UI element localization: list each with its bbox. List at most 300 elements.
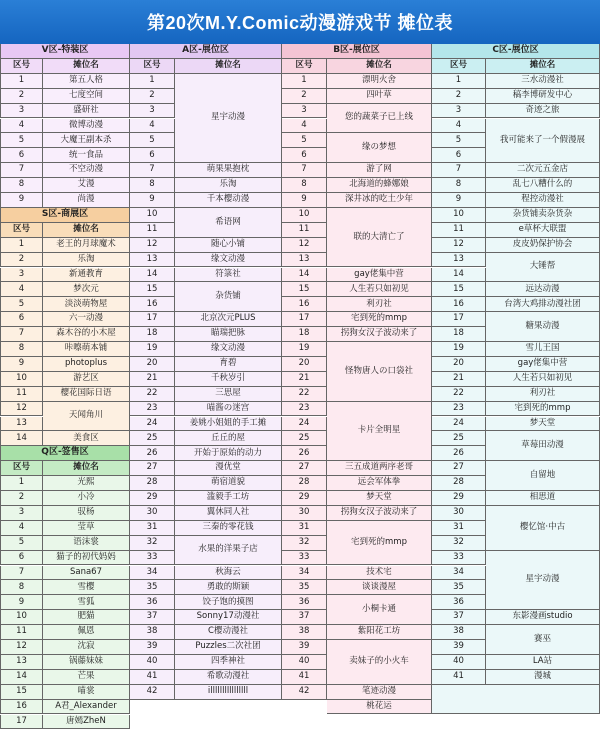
booth-name: 利刃社: [486, 387, 600, 402]
col-header-num: 区号: [0, 223, 43, 238]
booth-number: 22: [130, 387, 175, 402]
booth-name: 语沫裳: [43, 536, 130, 551]
booth-name: 唐嫣ZheN: [43, 715, 130, 730]
booth-number: 6: [130, 148, 175, 163]
booth-number: 5: [130, 133, 175, 148]
booth-number: 31: [432, 521, 486, 536]
booth-name: 稿李博研发中心: [486, 89, 600, 104]
col-header-name: 摊位名: [43, 461, 130, 476]
col-header-name: 摊位名: [175, 59, 282, 74]
booth-number: 19: [432, 342, 486, 357]
booth-name: 盛研社: [43, 104, 130, 119]
booth-number: 6: [0, 312, 43, 327]
booth-name: 糖果动漫: [486, 312, 600, 342]
booth-name: A君_Alexander: [43, 700, 130, 715]
booth-name: 缘文动漫: [175, 253, 282, 268]
booth-name: 三五成道两序老哥: [327, 461, 432, 476]
booth-number: 7: [130, 163, 175, 178]
booth-number: 2: [432, 89, 486, 104]
booth-number: 9: [0, 193, 43, 208]
booth-number: 15: [130, 282, 175, 297]
booth-number: 8: [0, 580, 43, 595]
booth-name: gay佬集中营: [486, 357, 600, 372]
booth-number: 42: [282, 685, 327, 700]
booth-name: 老王的月球魔术: [43, 238, 130, 253]
booth-name: Puzzles二次社团: [175, 640, 282, 655]
booth-number: 19: [130, 342, 175, 357]
booth-number: 5: [0, 133, 43, 148]
booth-number: 34: [130, 566, 175, 581]
booth-number: 27: [130, 461, 175, 476]
booth-number: 13: [130, 253, 175, 268]
booth-name: 梦次元: [43, 282, 130, 297]
booth-number: 6: [0, 148, 43, 163]
booth-number: 18: [130, 327, 175, 342]
section-header-B: B区-展位区: [282, 44, 432, 59]
booth-name: 瞄瑞把脉: [175, 327, 282, 342]
booth-name: 奇迹之旅: [486, 104, 600, 119]
booth-number: 35: [130, 580, 175, 595]
col-header-num: 区号: [432, 59, 486, 74]
booth-number: 1: [0, 238, 43, 253]
booth-name: 小桐卡通: [327, 595, 432, 625]
booth-number: 20: [432, 357, 486, 372]
booth-number: 15: [282, 282, 327, 297]
booth-number: 36: [282, 595, 327, 610]
booth-name: 新通教育: [43, 268, 130, 283]
booth-name: 大魔王副本杀: [43, 133, 130, 148]
booth-number: 25: [432, 431, 486, 446]
booth-name: 人生若只如初见: [486, 372, 600, 387]
booth-number: 39: [432, 640, 486, 655]
col-header-name: 摊位名: [43, 59, 130, 74]
section-header-Q: Q区-签售区: [0, 446, 130, 461]
booth-number: 11: [0, 625, 43, 640]
booth-number: 2: [0, 253, 43, 268]
booth-name: 沈寂: [43, 640, 130, 655]
booth-name: 利刃社: [327, 297, 432, 312]
booth-number: 16: [0, 700, 43, 715]
booth-number: 29: [130, 491, 175, 506]
booth-name: 锅藤妹妹: [43, 655, 130, 670]
booth-name: 深井冰的吃土少年: [327, 193, 432, 208]
booth-number: 12: [130, 238, 175, 253]
booth-name: 萌宿道貌: [175, 476, 282, 491]
booth-number: 1: [282, 74, 327, 89]
booth-number: 37: [432, 610, 486, 625]
col-header-num: 区号: [0, 461, 43, 476]
booth-number: 2: [0, 89, 43, 104]
booth-number: 30: [130, 506, 175, 521]
booth-name: 人生若只如初见: [327, 282, 432, 297]
booth-name: 希语网: [175, 208, 282, 238]
booth-name: 淡淡萌物屋: [43, 297, 130, 312]
booth-name: 雪儿王国: [486, 342, 600, 357]
booth-name: 佩恩: [43, 625, 130, 640]
booth-name: 拐狗女汉子波动来了: [327, 327, 432, 342]
booth-number: 20: [282, 357, 327, 372]
booth-number: 33: [130, 551, 175, 566]
section-header-S: S区-商展区: [0, 208, 130, 223]
booth-number: 31: [282, 521, 327, 536]
booth-number: 9: [432, 193, 486, 208]
booth-name: 大锤帮: [486, 253, 600, 283]
booth-number: 4: [282, 119, 327, 134]
booth-name: 皮皮奶保护协会: [486, 238, 600, 253]
booth-name: 水果的洋果子店: [175, 536, 282, 566]
booth-name: 樱花国际日语: [43, 387, 130, 402]
booth-number: 8: [0, 178, 43, 193]
booth-name: 笔迹动漫: [327, 685, 432, 700]
booth-number: 7: [0, 327, 43, 342]
booth-number: 10: [282, 208, 327, 223]
col-header-num: 区号: [282, 59, 327, 74]
booth-name: 芒果: [43, 670, 130, 685]
booth-name: 翼休同人社: [175, 506, 282, 521]
booth-name: 四叶草: [327, 89, 432, 104]
booth-number: 35: [432, 580, 486, 595]
booth-name: 宅到死的mmp: [486, 402, 600, 417]
booth-name: 漫优堂: [175, 461, 282, 476]
booth-number: 42: [130, 685, 175, 700]
booth-number: 26: [432, 446, 486, 461]
booth-number: 24: [282, 417, 327, 432]
booth-name: 梦天堂: [327, 491, 432, 506]
booth-name: 漫城: [486, 670, 600, 685]
booth-number: 17: [130, 312, 175, 327]
booth-name: 北海道的蜂娜娘: [327, 178, 432, 193]
booth-number: 12: [282, 238, 327, 253]
booth-number: 2: [282, 89, 327, 104]
booth-name: 怪物唐人の口袋社: [327, 342, 432, 402]
booth-name: 宅到死的mmp: [327, 312, 432, 327]
booth-number: 19: [282, 342, 327, 357]
booth-number: 5: [432, 133, 486, 148]
booth-number: 16: [130, 297, 175, 312]
booth-name: photoplus: [43, 357, 130, 372]
booth-name: 秋海云: [175, 566, 282, 581]
booth-number: 5: [0, 297, 43, 312]
col-header-name: 摊位名: [486, 59, 600, 74]
booth-name: 喵酱の迷宫: [175, 402, 282, 417]
booth-number: 10: [130, 208, 175, 223]
booth-name: Sonny17动漫社: [175, 610, 282, 625]
booth-number: 23: [432, 402, 486, 417]
booth-name: C樱动漫社: [175, 625, 282, 640]
booth-number: 4: [0, 521, 43, 536]
booth-name: 星宇动漫: [175, 74, 282, 163]
booth-number: 34: [432, 566, 486, 581]
booth-name: 漂明火舍: [327, 74, 432, 89]
booth-name: 萌果果抱枕: [175, 163, 282, 178]
booth-name: Sana67: [43, 566, 130, 581]
booth-number: 9: [0, 595, 43, 610]
booth-number: 5: [282, 133, 327, 148]
booth-number: 32: [432, 536, 486, 551]
booth-number: 12: [432, 238, 486, 253]
booth-number: 18: [282, 327, 327, 342]
booth-number: 27: [432, 461, 486, 476]
booth-number: 23: [282, 402, 327, 417]
booth-number: 21: [282, 372, 327, 387]
booth-number: 6: [0, 551, 43, 566]
booth-name: 姜姚小姐姐的手工摊: [175, 417, 282, 432]
booth-name: 二次元五金店: [486, 163, 600, 178]
booth-name: 卡片全明星: [327, 402, 432, 462]
booth-name: 谈谈漫屋: [327, 580, 432, 595]
booth-number: 4: [130, 119, 175, 134]
booth-name: 育碧: [175, 357, 282, 372]
booth-number: 5: [0, 536, 43, 551]
booth-name: 我可能来了一个假漫展: [486, 119, 600, 164]
booth-number: 29: [282, 491, 327, 506]
booth-name: 三思屋: [175, 387, 282, 402]
booth-number: 6: [432, 148, 486, 163]
booth-name: 游了网: [327, 163, 432, 178]
booth-name: 技术宅: [327, 566, 432, 581]
booth-number: 37: [282, 610, 327, 625]
booth-number: 22: [282, 387, 327, 402]
booth-name: 猫子的初代妈妈: [43, 551, 130, 566]
booth-number: 14: [130, 268, 175, 283]
booth-name: 三水动漫社: [486, 74, 600, 89]
booth-number: 13: [0, 417, 43, 432]
booth-name: 台湾大鸡排动漫社团: [486, 297, 600, 312]
booth-number: 11: [130, 223, 175, 238]
booth-number: 10: [0, 610, 43, 625]
booth-number: 40: [282, 655, 327, 670]
booth-number: 1: [432, 74, 486, 89]
booth-name: 七度空间: [43, 89, 130, 104]
booth-name: e草杯大联盟: [486, 223, 600, 238]
booth-name: 游艺区: [43, 372, 130, 387]
booth-number: 23: [130, 402, 175, 417]
booth-name: 宅到死的mmp: [327, 521, 432, 566]
booth-number: 14: [0, 670, 43, 685]
booth-number: 13: [432, 253, 486, 268]
booth-name: 喵裳: [43, 685, 130, 700]
booth-name: 卖妹子的小火车: [327, 640, 432, 685]
booth-name: 相思道: [486, 491, 600, 506]
booth-number: 7: [282, 163, 327, 178]
booth-number: 15: [0, 685, 43, 700]
booth-number: 13: [0, 655, 43, 670]
booth-number: 12: [0, 402, 43, 417]
booth-number: 33: [432, 551, 486, 566]
booth-number: 29: [432, 491, 486, 506]
col-header-num: 区号: [0, 59, 43, 74]
booth-name: 微博动漫: [43, 119, 130, 134]
booth-number: 11: [432, 223, 486, 238]
booth-number: 15: [432, 282, 486, 297]
booth-number: 40: [432, 655, 486, 670]
booth-number: 3: [0, 506, 43, 521]
booth-number: 14: [282, 268, 327, 283]
booth-number: 7: [0, 163, 43, 178]
booth-name: 驭杨: [43, 506, 130, 521]
booth-number: 40: [130, 655, 175, 670]
booth-number: 41: [432, 670, 486, 685]
booth-number: 3: [432, 104, 486, 119]
booth-name: 东影漫画studio: [486, 610, 600, 625]
booth-name: illllllllllllllll: [175, 685, 282, 700]
booth-name: 星宇动漫: [486, 551, 600, 611]
booth-number: 41: [130, 670, 175, 685]
booth-number: 41: [282, 670, 327, 685]
booth-number: 16: [282, 297, 327, 312]
booth-number: 26: [130, 446, 175, 461]
booth-number: 28: [432, 476, 486, 491]
booth-number: 34: [282, 566, 327, 581]
booth-number: 36: [130, 595, 175, 610]
booth-number: 21: [130, 372, 175, 387]
booth-name: 雪狐: [43, 595, 130, 610]
section-header-V: V区-特装区: [0, 44, 130, 59]
booth-name: 三秦的零花钱: [175, 521, 282, 536]
booth-number: 28: [282, 476, 327, 491]
booth-number: 1: [0, 476, 43, 491]
booth-name: 尚漫: [43, 193, 130, 208]
booth-number: 32: [282, 536, 327, 551]
booth-name: 杂货铺卖杂货杂: [486, 208, 600, 223]
booth-name: gay佬集中营: [327, 268, 432, 283]
booth-number: 3: [282, 104, 327, 119]
booth-number: 22: [432, 387, 486, 402]
booth-number: 8: [130, 178, 175, 193]
booth-name: 天闻角川: [43, 402, 130, 432]
booth-number: 16: [432, 297, 486, 312]
booth-number: 3: [130, 104, 175, 119]
booth-name: 自留地: [486, 461, 600, 491]
booth-number: 14: [432, 268, 486, 283]
booth-name: 远达动漫: [486, 282, 600, 297]
booth-number: 36: [432, 595, 486, 610]
booth-number: 4: [0, 282, 43, 297]
booth-number: 18: [432, 327, 486, 342]
booth-number: 11: [0, 387, 43, 402]
booth-number: 8: [0, 342, 43, 357]
booth-number: 11: [282, 223, 327, 238]
booth-name: 莹草: [43, 521, 130, 536]
booth-name: 光熙: [43, 476, 130, 491]
booth-number: 9: [130, 193, 175, 208]
booth-name: 希歌动漫社: [175, 670, 282, 685]
booth-number: 4: [432, 119, 486, 134]
booth-name: 勇敢的斯颖: [175, 580, 282, 595]
booth-name: 程控动漫社: [486, 193, 600, 208]
booth-name: 梦天堂: [486, 417, 600, 432]
booth-number: 12: [0, 640, 43, 655]
booth-name: 桃花运: [327, 700, 432, 715]
section-header-C: C区-展位区: [432, 44, 600, 59]
booth-name: 草莓田动漫: [486, 431, 600, 461]
booth-number: 30: [432, 506, 486, 521]
empty-cell: [432, 685, 600, 715]
booth-number: 3: [0, 268, 43, 283]
booth-number: 33: [282, 551, 327, 566]
booth-number: 27: [282, 461, 327, 476]
booth-number: 7: [0, 566, 43, 581]
booth-number: 8: [282, 178, 327, 193]
booth-number: 8: [432, 178, 486, 193]
booth-number: 31: [130, 521, 175, 536]
booth-number: 7: [432, 163, 486, 178]
booth-number: 37: [130, 610, 175, 625]
booth-number: 38: [432, 625, 486, 640]
booth-number: 38: [282, 625, 327, 640]
booth-name: 北京次元PLUS: [175, 312, 282, 327]
booth-name: 开始于原始的动力: [175, 446, 282, 461]
booth-number: 1: [130, 74, 175, 89]
booth-number: 4: [0, 119, 43, 134]
booth-number: 14: [0, 431, 43, 446]
booth-name: 您的蔬菜子已上线: [327, 104, 432, 134]
booth-name: 紫阳花工坊: [327, 625, 432, 640]
col-header-name: 摊位名: [327, 59, 432, 74]
booth-name: 六一动漫: [43, 312, 130, 327]
booth-name: 联的大清亡了: [327, 208, 432, 268]
booth-name: 远会军体拳: [327, 476, 432, 491]
booth-number: 21: [432, 372, 486, 387]
booth-number: 28: [130, 476, 175, 491]
booth-name: 统一食品: [43, 148, 130, 163]
booth-number: 35: [282, 580, 327, 595]
booth-number: 25: [282, 431, 327, 446]
booth-number: 9: [0, 357, 43, 372]
page-title: 第20次M.Y.Comic动漫游戏节 摊位表: [0, 0, 600, 44]
booth-number: 3: [0, 104, 43, 119]
booth-name: 不空动漫: [43, 163, 130, 178]
booth-name: 雪樱: [43, 580, 130, 595]
booth-name: 丘丘的屋: [175, 431, 282, 446]
booth-name: 四季神社: [175, 655, 282, 670]
booth-name: 樱忆馆·中古: [486, 506, 600, 551]
booth-name: 符箓社: [175, 268, 282, 283]
booth-name: 肥猫: [43, 610, 130, 625]
booth-name: 森木谷的小木屋: [43, 327, 130, 342]
booth-number: 38: [130, 625, 175, 640]
booth-number: 2: [130, 89, 175, 104]
booth-number: 17: [0, 715, 43, 730]
booth-number: 13: [282, 253, 327, 268]
booth-name: 艾漫: [43, 178, 130, 193]
booth-name: 第五人格: [43, 74, 130, 89]
booth-number: 9: [282, 193, 327, 208]
booth-number: 6: [282, 148, 327, 163]
booth-name: 滥毅手工坊: [175, 491, 282, 506]
booth-number: 32: [130, 536, 175, 551]
booth-name: 千本樱动漫: [175, 193, 282, 208]
booth-name: LA站: [486, 655, 600, 670]
booth-number: 25: [130, 431, 175, 446]
booth-number: 10: [0, 372, 43, 387]
booth-name: 咔嚓萌本铺: [43, 342, 130, 357]
booth-number: 1: [0, 74, 43, 89]
booth-number: 10: [432, 208, 486, 223]
col-header-name: 摊位名: [43, 223, 130, 238]
col-header-num: 区号: [130, 59, 175, 74]
booth-name: 乐淘: [175, 178, 282, 193]
booth-name: 千秋岁引: [175, 372, 282, 387]
booth-number: 17: [432, 312, 486, 327]
booth-number: 26: [282, 446, 327, 461]
booth-name: 乱七八糟什么的: [486, 178, 600, 193]
booth-number: 24: [432, 417, 486, 432]
booth-name: 赛巫: [486, 625, 600, 655]
section-header-A: A区-展位区: [130, 44, 282, 59]
booth-number: 39: [282, 640, 327, 655]
booth-number: 24: [130, 417, 175, 432]
